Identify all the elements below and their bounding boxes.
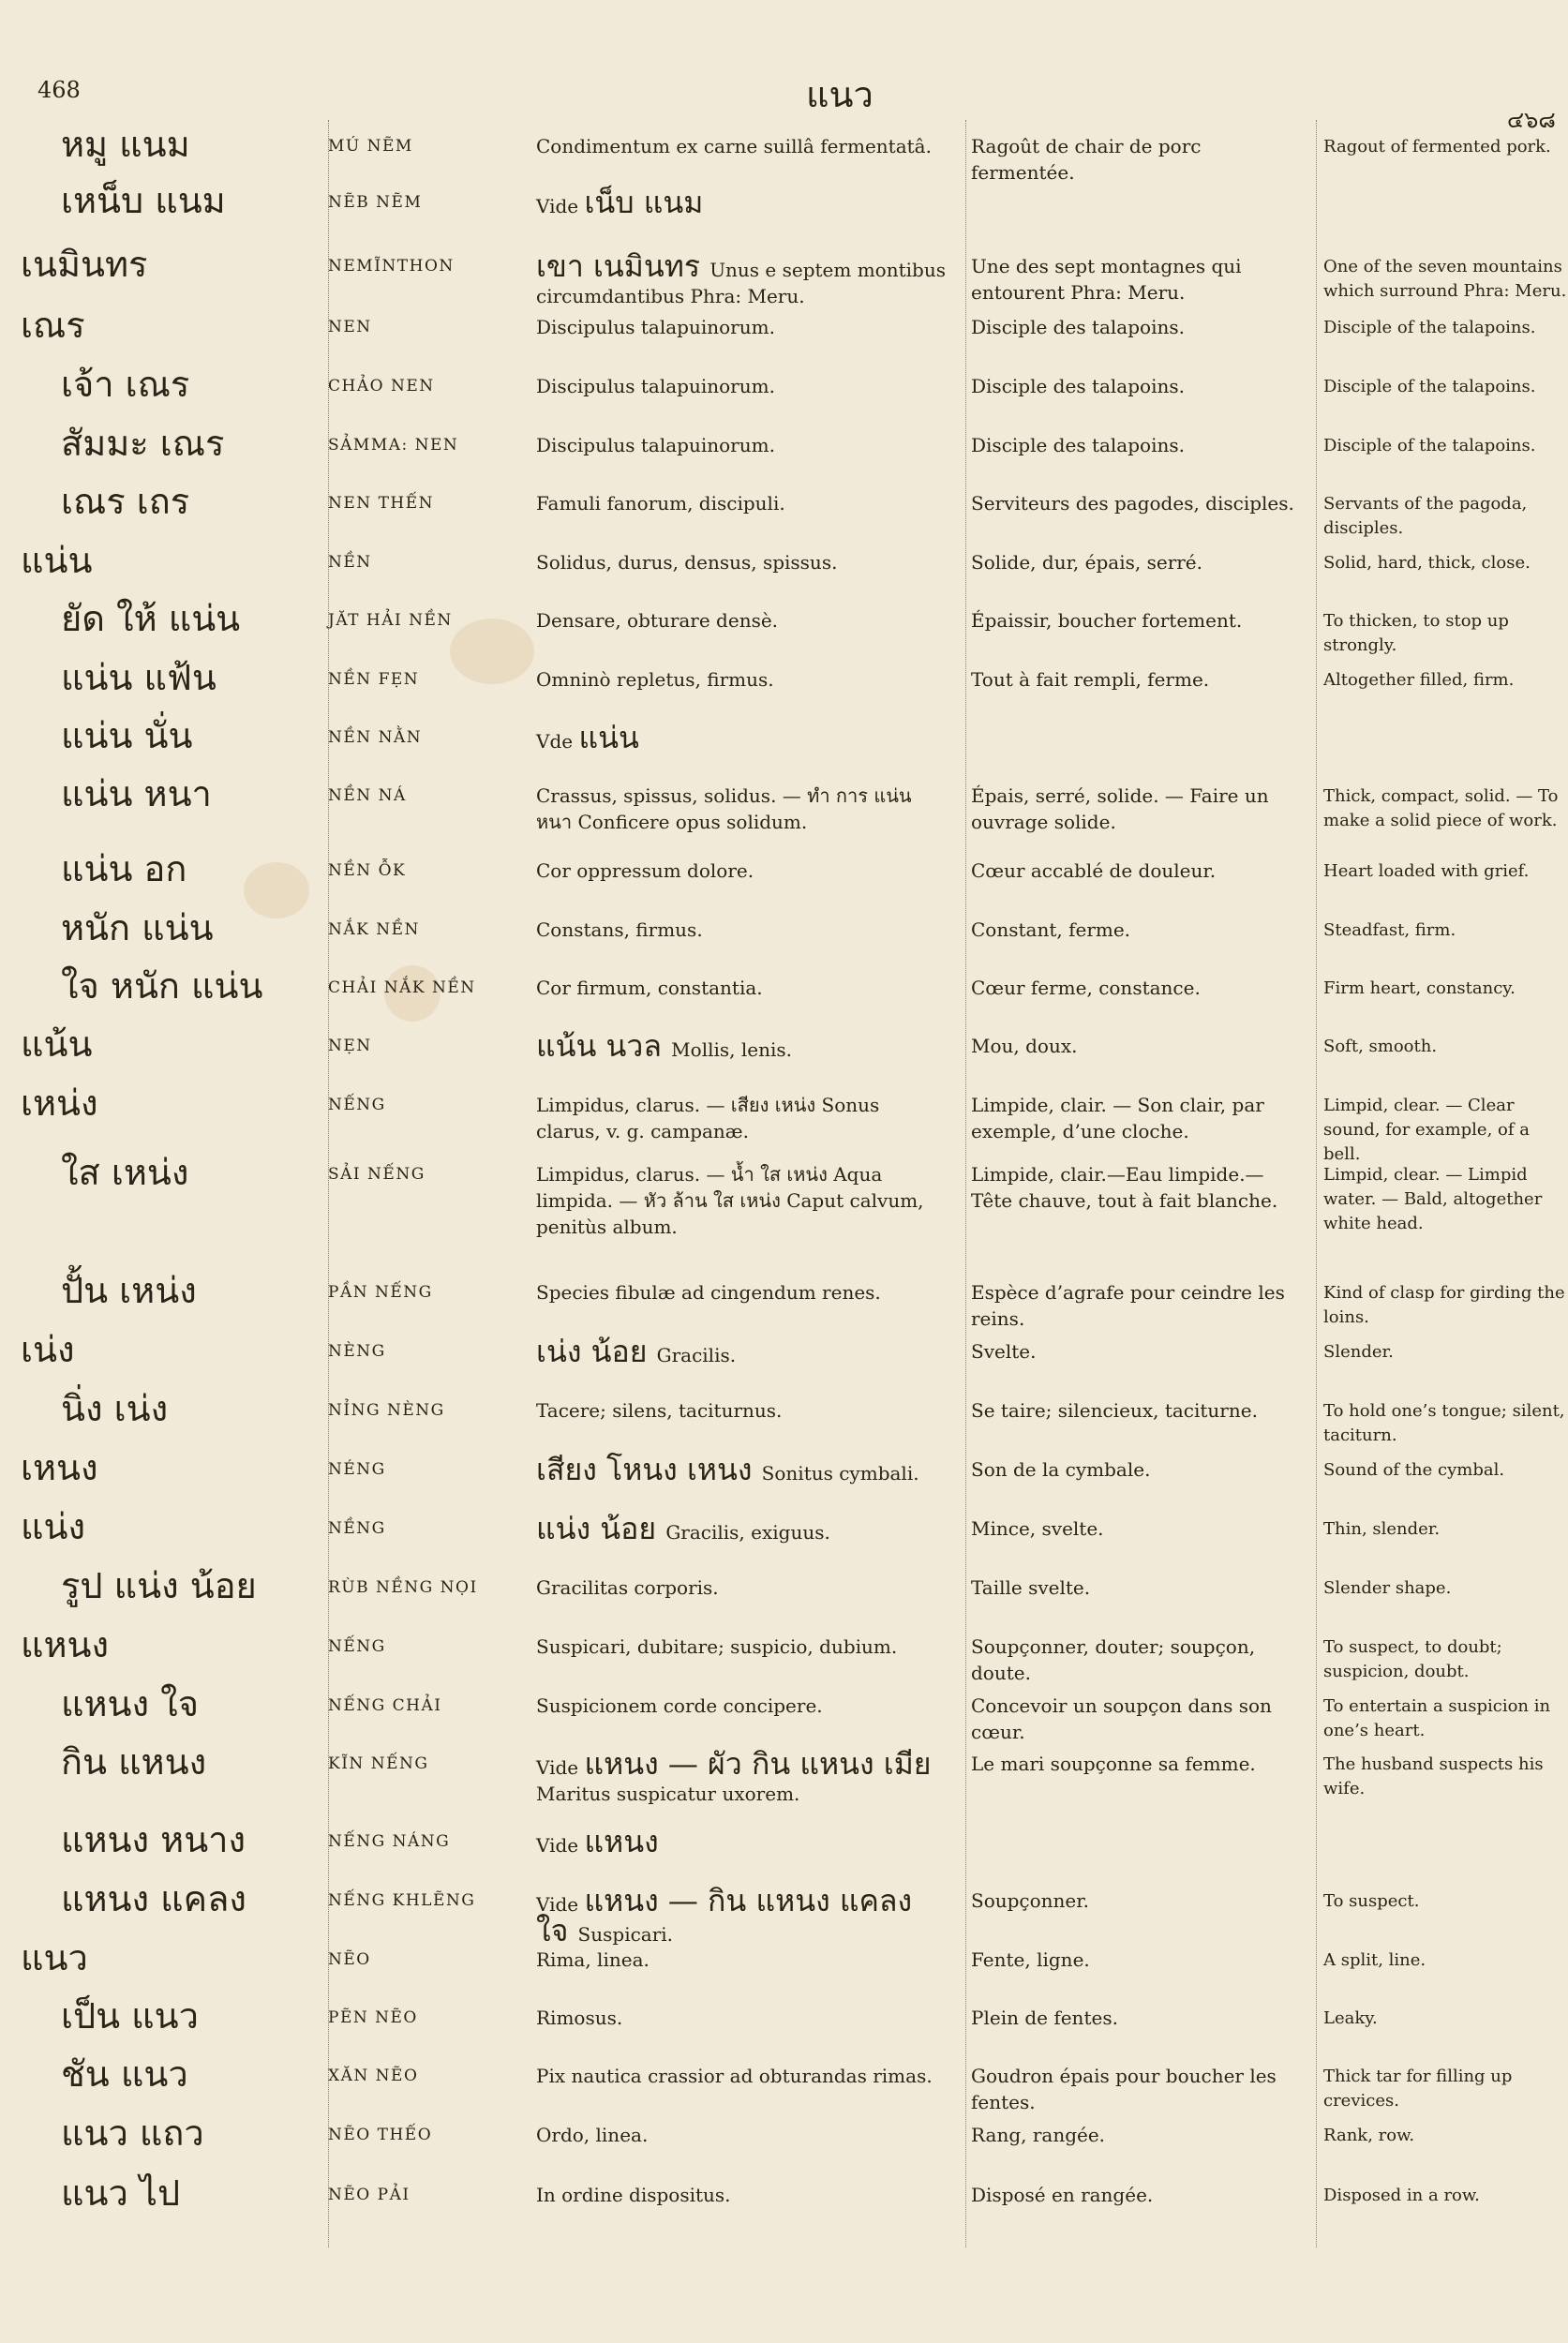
latin-definition: [536, 1334, 948, 1369]
romanization: NẼO PẢI: [328, 2186, 411, 2204]
french-definition: Plein de fentes.: [971, 2007, 1118, 2029]
thai-headword: เนมินทร: [21, 244, 148, 285]
english-definition: Rank, row.: [1323, 2126, 1415, 2145]
english-definition: Limpid, clear. — Clear sound, for example, of a bell.: [1323, 1096, 1530, 1164]
french-definition: Svelte.: [971, 1340, 1037, 1363]
latin-text: Species fibulæ ad cingendum renes.: [536, 1281, 881, 1304]
latin-definition: [536, 1574, 948, 1601]
romanization: NÉNG: [328, 1460, 386, 1479]
thai-headword: แน้น: [21, 1023, 93, 1065]
thai-headword: เน่ง: [21, 1329, 75, 1370]
latin-text: Solidus, durus, densus, spissus.: [536, 551, 838, 574]
latin-definition: [536, 248, 948, 309]
french-definition: Mou, doux.: [971, 1035, 1078, 1057]
latin-definition: [536, 1397, 948, 1424]
latin-definition: [536, 2122, 948, 2148]
page-number: 468: [37, 77, 81, 103]
thai-headword: เณร: [21, 305, 85, 346]
romanization: PẼN NẼO: [328, 2008, 418, 2027]
english-definition: Leaky.: [1323, 2008, 1378, 2028]
french-definition: Disciple des talapoins.: [971, 316, 1185, 338]
latin-text: Rima, linea.: [536, 1948, 650, 1971]
french-definition: Son de la cymbale.: [971, 1458, 1151, 1481]
romanization: NẮK NỀN: [328, 920, 420, 939]
english-definition: A split, line.: [1323, 1950, 1426, 1970]
romanization: NEN: [328, 318, 372, 336]
latin-definition: [536, 720, 948, 755]
vide-reference: Vide: [536, 195, 585, 217]
latin-text: Cor firmum, constantia.: [536, 977, 763, 999]
thai-headword: เณร เถร: [61, 481, 190, 522]
romanization: NÈNG: [328, 1342, 386, 1361]
latin-definition: [536, 1634, 948, 1660]
latin-text: Ordo, linea.: [536, 2124, 649, 2146]
latin-definition: [536, 607, 948, 634]
french-definition: Soupçonner, douter; soupçon, doute.: [971, 1635, 1256, 1684]
latin-definition: [536, 1028, 948, 1064]
french-definition: Constant, ferme.: [971, 918, 1131, 941]
romanization: CHẢI NẮK NỀN: [328, 978, 476, 997]
romanization: NẸN: [328, 1037, 372, 1055]
latin-definition: [536, 1746, 948, 1807]
vide-reference: Vide: [536, 1834, 585, 1857]
latin-text: Maritus suspicatur uxorem.: [536, 1783, 800, 1805]
latin-text: Gracilitas corporis.: [536, 1576, 719, 1599]
romanization: NỈNG NÈNG: [328, 1401, 445, 1420]
english-definition: Slender shape.: [1323, 1578, 1452, 1598]
thai-headword: เหนง: [21, 1447, 98, 1488]
latin-definition: [536, 975, 948, 1001]
romanization: RÙB NỀNG NỌI: [328, 1578, 478, 1597]
french-definition: Se taire; silencieux, taciturne.: [971, 1399, 1258, 1422]
romanization: PẦN NẾNG: [328, 1283, 433, 1302]
latin-text: Suspicionem corde concipere.: [536, 1694, 823, 1717]
english-definition: Disposed in a row.: [1323, 2186, 1480, 2205]
latin-text: Condimentum ex carne suillâ fermentatâ.: [536, 135, 932, 157]
english-definition: Thick tar for filling up crevices.: [1323, 2067, 1513, 2111]
thai-headword: นิ่ง เน่ง: [61, 1388, 169, 1429]
latin-text: Omninò repletus, firmus.: [536, 668, 774, 691]
latin-text: Limpidus, clarus. — เสียง เหน่ง Sonus clarus, v. g. campanæ.: [536, 1094, 880, 1142]
thai-example: เสียง โหนง เหนง: [536, 1452, 762, 1487]
latin-text: Gracilis.: [656, 1344, 737, 1366]
english-definition: To suspect, to doubt; suspicion, doubt.: [1323, 1637, 1502, 1681]
french-definition: Solide, dur, épais, serré.: [971, 551, 1203, 574]
latin-definition: [536, 1947, 948, 1973]
romanization: NỀN ỖK: [328, 861, 407, 880]
vide-reference: Vide: [536, 1893, 585, 1916]
latin-definition: [536, 1452, 948, 1487]
thai-example: แน่น: [578, 720, 639, 755]
thai-example: เน็บ แนม: [584, 185, 704, 220]
english-definition: To entertain a suspicion in one’s heart.: [1323, 1696, 1551, 1740]
romanization: SẢMMA: NEN: [328, 436, 459, 455]
latin-definition: [536, 783, 948, 835]
thai-headword: เป็น แนว: [61, 1995, 199, 2037]
latin-text: Pix nautica crassior ad obturandas rimas.: [536, 2065, 933, 2087]
french-definition: Ragoût de chair de porc fermentée.: [971, 135, 1202, 184]
latin-text: Famuli fanorum, discipuli.: [536, 492, 785, 515]
latin-text: Rimosus.: [536, 2007, 623, 2029]
corner-mark: ๔๖๘: [1507, 107, 1556, 133]
french-definition: Disposé en rangée.: [971, 2184, 1154, 2206]
latin-text: Mollis, lenis.: [671, 1038, 792, 1061]
romanization: CHẢO NEN: [328, 377, 435, 395]
french-definition: Espèce d’agrafe pour ceindre les reins.: [971, 1281, 1285, 1330]
english-definition: Limpid, clear. — Limpid water. — Bald, altogether white head.: [1323, 1165, 1543, 1233]
thai-headword: ใส เหน่ง: [61, 1152, 189, 1193]
thai-headword: ชัน แนว: [61, 2053, 188, 2095]
latin-text: Constans, firmus.: [536, 918, 703, 941]
english-definition: Slender.: [1323, 1342, 1394, 1362]
romanization: NẾNG KHLẼNG: [328, 1891, 476, 1910]
latin-definition: [536, 917, 948, 943]
latin-definition: [536, 2182, 948, 2208]
thai-headword: เหน่ง: [21, 1082, 98, 1124]
romanization: XĂN NẼO: [328, 2067, 419, 2085]
english-definition: Heart loaded with grief.: [1323, 861, 1530, 881]
english-definition: Altogether filled, firm.: [1323, 670, 1515, 690]
english-definition: Ragout of fermented pork.: [1323, 137, 1551, 157]
latin-definition: [536, 1092, 948, 1144]
french-definition: Limpide, clair. — Son clair, par exemple, d’une cloche.: [971, 1094, 1264, 1142]
english-definition: Thick, compact, solid. — To make a solid piece of work.: [1323, 786, 1559, 830]
french-definition: Disciple des talapoins.: [971, 375, 1185, 397]
latin-text: Suspicari.: [577, 1923, 674, 1946]
english-definition: To hold one’s tongue; silent, taciturn.: [1323, 1401, 1565, 1445]
romanization: MÚ NẼM: [328, 137, 413, 156]
latin-text: In ordine dispositus.: [536, 2184, 731, 2206]
latin-text: Cor oppressum dolore.: [536, 859, 754, 882]
latin-definition: [536, 2063, 948, 2089]
latin-definition: [536, 666, 948, 693]
latin-definition: [536, 549, 948, 575]
romanization: NẾNG CHẢI: [328, 1696, 442, 1715]
french-definition: Goudron épais pour boucher les fentes.: [971, 2065, 1277, 2113]
english-definition: To thicken, to stop up strongly.: [1323, 611, 1509, 655]
french-definition: Mince, svelte.: [971, 1517, 1104, 1540]
romanization: NỀN FẸN: [328, 670, 420, 689]
thai-headword: หมู แนม: [61, 124, 190, 165]
thai-example: แน่ง น้อย: [536, 1511, 666, 1546]
romanization: NẼO: [328, 1950, 371, 1969]
thai-headword: แน่น หนา: [61, 773, 212, 814]
french-definition: Serviteurs des pagodes, disciples.: [971, 492, 1294, 515]
latin-text: Limpidus, clarus. — น้ำ ใส เหน่ง Aqua limpida. — หัว ล้าน ใส เหน่ง Caput calvum, penitùs album.: [536, 1163, 924, 1238]
stain: [450, 619, 534, 684]
french-definition: Une des sept montagnes qui entourent Phra: Meru.: [971, 255, 1242, 304]
thai-example: เขา เนมินทร: [536, 248, 710, 284]
thai-headword: เหน็บ แนม: [61, 180, 226, 221]
latin-text: Discipulus talapuinorum.: [536, 434, 775, 456]
french-definition: Cœur accablé de douleur.: [971, 859, 1217, 882]
romanization: NỀNG: [328, 1519, 386, 1538]
french-definition: Limpide, clair.—Eau limpide.— Tête chauve, tout à fait blanche.: [971, 1163, 1278, 1212]
thai-headword: แนว: [21, 1937, 88, 1978]
latin-text: Suspicari, dubitare; suspicio, dubium.: [536, 1635, 898, 1658]
english-definition: Disciple of the talapoins.: [1323, 436, 1536, 455]
thai-headword: รูป แน่ง น้อย: [61, 1565, 257, 1606]
latin-text: Discipulus talapuinorum.: [536, 375, 775, 397]
romanization: NẾNG NÁNG: [328, 1832, 451, 1851]
english-definition: Soft, smooth.: [1323, 1037, 1438, 1056]
thai-headword: กิน แหนง: [61, 1741, 207, 1783]
thai-headword: ปั้น เหน่ง: [61, 1270, 197, 1311]
english-definition: To suspect.: [1323, 1891, 1420, 1911]
french-definition: Le mari soupçonne sa femme.: [971, 1753, 1256, 1775]
latin-text: Densare, obturare densè.: [536, 609, 779, 632]
latin-definition: [536, 1693, 948, 1719]
romanization: NEMĨNTHON: [328, 257, 455, 276]
romanization: NỀN: [328, 553, 372, 572]
romanization: SẢI NẾNG: [328, 1165, 426, 1184]
thai-headword: แหนง: [21, 1624, 110, 1665]
english-definition: One of the seven mountains which surround Phra: Meru.: [1323, 257, 1567, 301]
latin-definition: [536, 373, 948, 399]
french-definition: Tout à fait rempli, ferme.: [971, 668, 1210, 691]
english-definition: Firm heart, constancy.: [1323, 978, 1516, 998]
vide-reference: Vde: [536, 730, 579, 753]
latin-definition: [536, 432, 948, 458]
romanization: NẼO THẾO: [328, 2126, 433, 2144]
french-definition: Fente, ligne.: [971, 1948, 1090, 1971]
english-definition: The husband suspects his wife.: [1323, 1754, 1544, 1798]
french-definition: Épais, serré, solide. — Faire un ouvrage solide.: [971, 784, 1269, 833]
column-rule: [1316, 120, 1317, 2247]
thai-example: แหนง: [584, 1824, 659, 1859]
latin-text: Crassus, spissus, solidus. — ทำ การ แน่น หนา Conficere opus solidum.: [536, 784, 912, 833]
latin-text: Sonitus cymbali.: [761, 1462, 919, 1485]
english-definition: Disciple of the talapoins.: [1323, 377, 1536, 396]
thai-headword: ยัด ให้ แน่น: [61, 598, 241, 639]
latin-definition: [536, 858, 948, 884]
romanization: NẾNG: [328, 1096, 386, 1114]
latin-definition: [536, 2005, 948, 2031]
latin-text: Gracilis, exiguus.: [665, 1521, 830, 1544]
thai-headword: แน่น: [21, 540, 93, 581]
romanization: NEN THẾN: [328, 494, 435, 513]
thai-headword: แน่น แฟ้น: [61, 657, 217, 698]
vide-reference: Vide: [536, 1756, 585, 1779]
latin-definition: [536, 1511, 948, 1546]
thai-example: เน่ง น้อย: [536, 1334, 657, 1369]
latin-text: Tacere; silens, taciturnus.: [536, 1399, 783, 1422]
romanization: NẾNG: [328, 1637, 386, 1656]
english-definition: Thin, slender.: [1323, 1519, 1441, 1539]
latin-definition: [536, 490, 948, 516]
latin-definition: [536, 133, 948, 159]
thai-example: แหนง — ผัว กิน แหนง เมีย: [584, 1746, 932, 1782]
latin-text: Unus e septem montibus circumdantibus Phra: Meru.: [536, 259, 946, 307]
english-definition: Steadfast, firm.: [1323, 920, 1456, 940]
column-rule: [965, 120, 966, 2247]
romanization: NỀN NÁ: [328, 786, 407, 805]
thai-headword: สัมมะ เณร: [61, 423, 225, 464]
thai-headword: แน่น อก: [61, 848, 187, 889]
french-definition: Taille svelte.: [971, 1576, 1091, 1599]
thai-example: แน้น นวล: [536, 1028, 672, 1064]
stain: [244, 862, 309, 918]
romanization: NỀN NẰN: [328, 728, 423, 747]
thai-headword: แนว แถว: [61, 2112, 204, 2154]
romanization: NẼB NẼM: [328, 193, 423, 212]
latin-definition: [536, 1883, 948, 1948]
english-definition: Kind of clasp for girding the loins.: [1323, 1283, 1565, 1327]
latin-definition: [536, 1279, 948, 1306]
thai-headword: แหนง แคลง: [61, 1878, 246, 1919]
english-definition: Solid, hard, thick, close.: [1323, 553, 1531, 573]
thai-headword: แหนง หนาง: [61, 1819, 246, 1860]
romanization: KĨN NẾNG: [328, 1754, 429, 1773]
latin-definition: [536, 1824, 948, 1859]
romanization: JĂT HẢI NỀN: [328, 611, 453, 630]
latin-definition: [536, 314, 948, 340]
thai-headword: เจ้า เณร: [61, 364, 190, 405]
english-definition: Sound of the cymbal.: [1323, 1460, 1505, 1480]
latin-text: Discipulus talapuinorum.: [536, 316, 775, 338]
french-definition: Épaissir, boucher fortement.: [971, 609, 1243, 632]
thai-headword: แน่ง: [21, 1506, 86, 1547]
latin-definition: [536, 185, 948, 220]
french-definition: Disciple des talapoins.: [971, 434, 1185, 456]
thai-example: แหนง — กิน แหนง แคลง ใจ: [536, 1883, 913, 1948]
french-definition: Rang, rangée.: [971, 2124, 1106, 2146]
thai-headword: แนว ไป: [61, 2172, 181, 2214]
french-definition: Concevoir un soupçon dans son cœur.: [971, 1694, 1272, 1743]
english-definition: Servants of the pagoda, disciples.: [1323, 494, 1528, 538]
thai-headword: แน่น นั่น: [61, 715, 193, 756]
thai-headword: หนัก แน่น: [61, 907, 214, 948]
thai-headword: ใจ หนัก แน่น: [61, 965, 263, 1007]
thai-headword: แหนง ใจ: [61, 1683, 199, 1724]
english-definition: Disciple of the talapoins.: [1323, 318, 1536, 337]
french-definition: Cœur ferme, constance.: [971, 977, 1201, 999]
running-head: แนว: [806, 74, 874, 115]
french-definition: Soupçonner.: [971, 1889, 1089, 1912]
latin-definition: [536, 1161, 948, 1240]
